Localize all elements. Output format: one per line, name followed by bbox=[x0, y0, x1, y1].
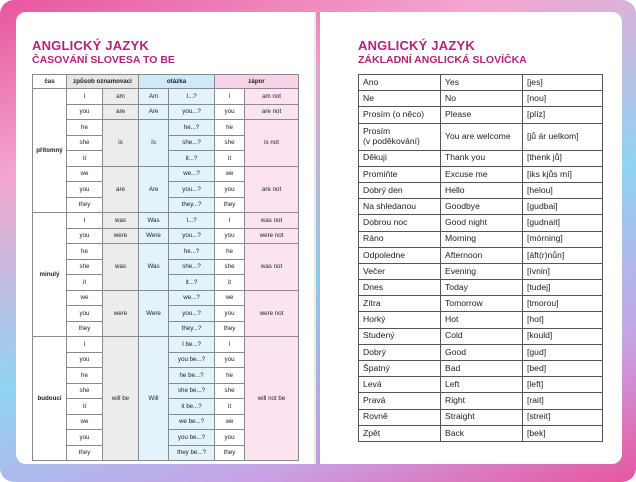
question-form: we be...? bbox=[169, 414, 215, 430]
right-page-subtitle: ZÁKLADNÍ ANGLICKÁ SLOVÍČKA bbox=[358, 54, 527, 66]
pronoun: she bbox=[67, 383, 103, 399]
negative-pronoun: we bbox=[215, 290, 245, 306]
czech-word: Prosím (v poděkování) bbox=[359, 123, 441, 150]
question-verb: Was bbox=[139, 244, 169, 291]
negative-pronoun: I bbox=[215, 213, 245, 229]
negative-pronoun: she bbox=[215, 383, 245, 399]
vocab-row bbox=[359, 409, 603, 425]
left-page bbox=[16, 12, 316, 464]
negative-pronoun: she bbox=[215, 135, 245, 151]
question-form: he...? bbox=[169, 120, 215, 136]
czech-word: Pravá bbox=[359, 393, 441, 409]
question-form: you...? bbox=[169, 182, 215, 198]
english-word: Evening bbox=[441, 263, 523, 279]
negative-form: are not bbox=[245, 166, 299, 213]
czech-word: Ano bbox=[359, 75, 441, 91]
pronoun: I bbox=[67, 89, 103, 105]
question-form: she...? bbox=[169, 135, 215, 151]
tense-row bbox=[33, 213, 299, 229]
negative-pronoun: you bbox=[215, 306, 245, 322]
negative-pronoun: they bbox=[215, 445, 245, 461]
question-form: it be...? bbox=[169, 399, 215, 415]
pronunciation: [bek] bbox=[523, 425, 603, 441]
negative-pronoun: you bbox=[215, 182, 245, 198]
left-page-title: ANGLICKÝ JAZYK bbox=[32, 38, 149, 53]
pronoun: he bbox=[67, 120, 103, 136]
pronoun: I bbox=[67, 213, 103, 229]
pronunciation: [rait] bbox=[523, 393, 603, 409]
negative-pronoun: she bbox=[215, 259, 245, 275]
tense-name: minulý bbox=[33, 213, 67, 337]
english-word: Cold bbox=[441, 328, 523, 344]
negative-pronoun: they bbox=[215, 197, 245, 213]
english-word: Tomorrow bbox=[441, 296, 523, 312]
pronunciation: [gudnait] bbox=[523, 215, 603, 231]
pronoun: you bbox=[67, 228, 103, 244]
negative-pronoun: I bbox=[215, 89, 245, 105]
pronunciation: [bed] bbox=[523, 361, 603, 377]
vocab-row bbox=[359, 231, 603, 247]
negative-pronoun: you bbox=[215, 430, 245, 446]
pronunciation: [mórning] bbox=[523, 231, 603, 247]
czech-word: Dobrý bbox=[359, 344, 441, 360]
vocab-row bbox=[359, 328, 603, 344]
header-tense: čas bbox=[33, 75, 67, 89]
vocab-row bbox=[359, 344, 603, 360]
question-verb: Am bbox=[139, 89, 169, 105]
pronunciation: [hot] bbox=[523, 312, 603, 328]
pronoun: we bbox=[67, 166, 103, 182]
english-word: You are welcome bbox=[441, 123, 523, 150]
right-page-title: ANGLICKÝ JAZYK bbox=[358, 38, 475, 53]
czech-word: Levá bbox=[359, 377, 441, 393]
negative-pronoun: they bbox=[215, 321, 245, 337]
negative-pronoun: he bbox=[215, 368, 245, 384]
negative-pronoun: he bbox=[215, 244, 245, 260]
negative-form: was not bbox=[245, 244, 299, 291]
czech-word: Dobrou noc bbox=[359, 215, 441, 231]
vocab-row bbox=[359, 215, 603, 231]
question-form: she...? bbox=[169, 259, 215, 275]
czech-word: Odpoledne bbox=[359, 247, 441, 263]
question-form: he be...? bbox=[169, 368, 215, 384]
tense-name: přítomný bbox=[33, 89, 67, 213]
pronoun: you bbox=[67, 430, 103, 446]
pronunciation: [iks kjůs mí] bbox=[523, 166, 603, 182]
vocab-row bbox=[359, 296, 603, 312]
vocab-row bbox=[359, 393, 603, 409]
english-word: Afternoon bbox=[441, 247, 523, 263]
english-word: Hot bbox=[441, 312, 523, 328]
pronoun: it bbox=[67, 151, 103, 167]
english-word: Left bbox=[441, 377, 523, 393]
tense-row bbox=[33, 337, 299, 353]
negative-pronoun: we bbox=[215, 166, 245, 182]
negative-pronoun: it bbox=[215, 275, 245, 291]
pronunciation: [jes] bbox=[523, 75, 603, 91]
vocabulary-table bbox=[358, 74, 603, 442]
english-word: Good bbox=[441, 344, 523, 360]
negative-form: are not bbox=[245, 104, 299, 120]
verb-form: am bbox=[103, 89, 139, 105]
english-word: No bbox=[441, 91, 523, 107]
question-form: I be...? bbox=[169, 337, 215, 353]
question-form: we...? bbox=[169, 166, 215, 182]
vocab-row bbox=[359, 263, 603, 279]
czech-word: Prosím (o něco) bbox=[359, 107, 441, 123]
left-page-subtitle: ČASOVÁNÍ SLOVESA TO BE bbox=[32, 54, 175, 66]
tense-row bbox=[33, 228, 299, 244]
tense-row bbox=[33, 120, 299, 136]
pronunciation: [tmorou] bbox=[523, 296, 603, 312]
pronoun: they bbox=[67, 445, 103, 461]
vocab-row bbox=[359, 75, 603, 91]
negative-form: was not bbox=[245, 213, 299, 229]
english-word: Bad bbox=[441, 361, 523, 377]
czech-word: Promiňte bbox=[359, 166, 441, 182]
english-word: Yes bbox=[441, 75, 523, 91]
question-form: you be...? bbox=[169, 352, 215, 368]
verb-form: is bbox=[103, 120, 139, 167]
pronunciation: [left] bbox=[523, 377, 603, 393]
question-verb: Is bbox=[139, 120, 169, 167]
verb-form: were bbox=[103, 290, 139, 337]
english-word: Excuse me bbox=[441, 166, 523, 182]
question-form: she be...? bbox=[169, 383, 215, 399]
vocab-row bbox=[359, 425, 603, 441]
pronoun: it bbox=[67, 275, 103, 291]
question-verb: Were bbox=[139, 228, 169, 244]
question-form: they...? bbox=[169, 197, 215, 213]
pronunciation: [jů ár uelkom] bbox=[523, 123, 603, 150]
pronoun: you bbox=[67, 306, 103, 322]
vocab-row bbox=[359, 312, 603, 328]
english-word: Hello bbox=[441, 182, 523, 198]
vocab-row bbox=[359, 199, 603, 215]
english-word: Back bbox=[441, 425, 523, 441]
pronoun: they bbox=[67, 197, 103, 213]
negative-pronoun: I bbox=[215, 337, 245, 353]
czech-word: Dobrý den bbox=[359, 182, 441, 198]
pronunciation: [kould] bbox=[523, 328, 603, 344]
tense-table-header bbox=[33, 75, 299, 89]
english-word: Goodbye bbox=[441, 199, 523, 215]
pronunciation: [gud] bbox=[523, 344, 603, 360]
czech-word: Děkuji bbox=[359, 150, 441, 166]
negative-pronoun: you bbox=[215, 104, 245, 120]
pronunciation: [nou] bbox=[523, 91, 603, 107]
tense-row bbox=[33, 104, 299, 120]
question-verb: Will bbox=[139, 337, 169, 461]
negative-pronoun: you bbox=[215, 228, 245, 244]
negative-form: were not bbox=[245, 290, 299, 337]
pronoun: I bbox=[67, 337, 103, 353]
vocab-row bbox=[359, 361, 603, 377]
pronoun: we bbox=[67, 414, 103, 430]
vocab-row bbox=[359, 280, 603, 296]
negative-pronoun: you bbox=[215, 352, 245, 368]
pronoun: he bbox=[67, 368, 103, 384]
right-page bbox=[320, 12, 622, 464]
tense-table bbox=[32, 74, 299, 461]
pronunciation: [thenk jů] bbox=[523, 150, 603, 166]
question-form: they be...? bbox=[169, 445, 215, 461]
czech-word: Večer bbox=[359, 263, 441, 279]
question-form: you...? bbox=[169, 306, 215, 322]
czech-word: Dnes bbox=[359, 280, 441, 296]
english-word: Thank you bbox=[441, 150, 523, 166]
vocab-row bbox=[359, 123, 603, 150]
pronoun: she bbox=[67, 135, 103, 151]
question-verb: Was bbox=[139, 213, 169, 229]
english-word: Right bbox=[441, 393, 523, 409]
question-verb: Are bbox=[139, 166, 169, 213]
verb-form: are bbox=[103, 166, 139, 213]
english-word: Good night bbox=[441, 215, 523, 231]
pronunciation: [áft(r)nůn] bbox=[523, 247, 603, 263]
verb-form: are bbox=[103, 104, 139, 120]
english-word: Today bbox=[441, 280, 523, 296]
pronoun: you bbox=[67, 104, 103, 120]
negative-form: is not bbox=[245, 120, 299, 167]
question-form: it...? bbox=[169, 151, 215, 167]
pronunciation: [gudbai] bbox=[523, 199, 603, 215]
question-form: I...? bbox=[169, 213, 215, 229]
pronoun: we bbox=[67, 290, 103, 306]
negative-pronoun: it bbox=[215, 399, 245, 415]
pronoun: you bbox=[67, 352, 103, 368]
negative-pronoun: we bbox=[215, 414, 245, 430]
czech-word: Studený bbox=[359, 328, 441, 344]
czech-word: Zpět bbox=[359, 425, 441, 441]
negative-form: will not be bbox=[245, 337, 299, 461]
header-negative: zápor bbox=[215, 75, 299, 89]
pronunciation: [ívnin] bbox=[523, 263, 603, 279]
verb-form: was bbox=[103, 244, 139, 291]
tense-row bbox=[33, 244, 299, 260]
czech-word: Špatný bbox=[359, 361, 441, 377]
question-form: it...? bbox=[169, 275, 215, 291]
question-verb: Are bbox=[139, 104, 169, 120]
negative-form: were not bbox=[245, 228, 299, 244]
czech-word: Horký bbox=[359, 312, 441, 328]
question-form: we...? bbox=[169, 290, 215, 306]
question-verb: Were bbox=[139, 290, 169, 337]
question-form: I...? bbox=[169, 89, 215, 105]
question-form: they...? bbox=[169, 321, 215, 337]
tense-name: budoucí bbox=[33, 337, 67, 461]
tense-row bbox=[33, 166, 299, 182]
question-form: you...? bbox=[169, 228, 215, 244]
czech-word: Ráno bbox=[359, 231, 441, 247]
vocab-row bbox=[359, 377, 603, 393]
english-word: Straight bbox=[441, 409, 523, 425]
english-word: Please bbox=[441, 107, 523, 123]
header-indicative: způsob oznamovací bbox=[67, 75, 139, 89]
pronunciation: [plíz] bbox=[523, 107, 603, 123]
tense-row bbox=[33, 89, 299, 105]
pronoun: he bbox=[67, 244, 103, 260]
pronunciation: [tudej] bbox=[523, 280, 603, 296]
negative-form: am not bbox=[245, 89, 299, 105]
question-form: he...? bbox=[169, 244, 215, 260]
czech-word: Rovně bbox=[359, 409, 441, 425]
question-form: you...? bbox=[169, 104, 215, 120]
pronunciation: [helou] bbox=[523, 182, 603, 198]
verb-form: was bbox=[103, 213, 139, 229]
pronoun: you bbox=[67, 182, 103, 198]
pronunciation: [streit] bbox=[523, 409, 603, 425]
negative-pronoun: he bbox=[215, 120, 245, 136]
tense-row bbox=[33, 290, 299, 306]
header-question: otázka bbox=[139, 75, 215, 89]
pronoun: she bbox=[67, 259, 103, 275]
vocab-row bbox=[359, 247, 603, 263]
vocab-row bbox=[359, 150, 603, 166]
verb-form: were bbox=[103, 228, 139, 244]
pronoun: they bbox=[67, 321, 103, 337]
vocab-row bbox=[359, 182, 603, 198]
vocab-row bbox=[359, 107, 603, 123]
vocab-row bbox=[359, 91, 603, 107]
czech-word: Na shledanou bbox=[359, 199, 441, 215]
czech-word: Ne bbox=[359, 91, 441, 107]
negative-pronoun: it bbox=[215, 151, 245, 167]
czech-word: Zítra bbox=[359, 296, 441, 312]
pronoun: it bbox=[67, 399, 103, 415]
verb-form: will be bbox=[103, 337, 139, 461]
question-form: you be...? bbox=[169, 430, 215, 446]
vocab-row bbox=[359, 166, 603, 182]
english-word: Morning bbox=[441, 231, 523, 247]
